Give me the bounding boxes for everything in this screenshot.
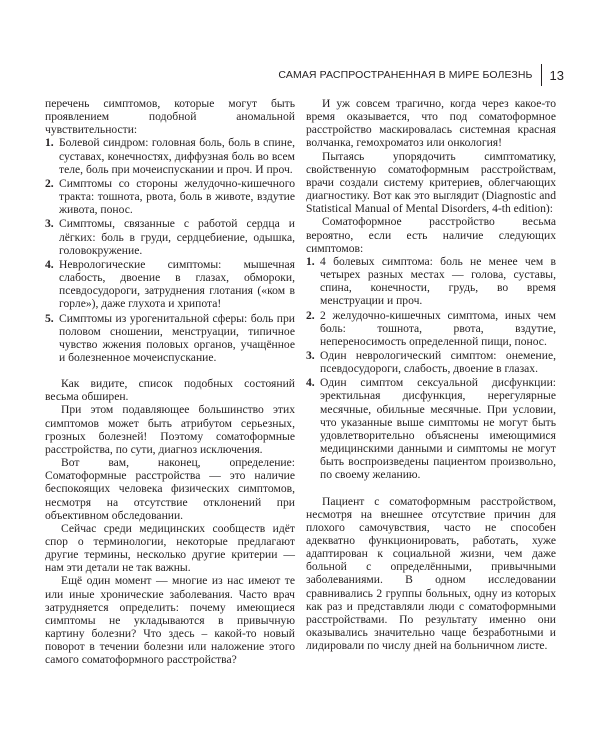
list-item-text: Один симптом сексуальной дисфункции: эректильная дисфункция, нерегулярные месячные, обильные месячные. При условии, что указанные выше симптомы не могут быть удовлетворительно объяснены имеющимися медицинскими данными и симптомы не могут быть воспроизведены пациентом произвольно, по своему желанию. — [320, 376, 556, 482]
right-column — [306, 97, 556, 652]
running-header-title: САМАЯ РАСПРОСТРАНЕННАЯ В МИРЕ БОЛЕЗНЬ — [278, 69, 533, 81]
criteria-list — [306, 255, 556, 482]
left-column — [45, 97, 295, 667]
list-item — [45, 312, 295, 365]
list-item — [45, 177, 295, 216]
list-item-number: 2. — [306, 308, 315, 322]
left-paragraph: При этом подавляющее большинство этих симптомов может быть атрибутом серьезных, грозных болезней! Поэтому соматоформные расстройства, по сути, диагноз исключения. — [45, 403, 295, 456]
list-item-number: 3. — [45, 217, 54, 231]
list-item — [45, 217, 295, 256]
list-item — [306, 349, 556, 375]
right-paragraph: Соматоформное расстройство весьма вероятно, если есть наличие следующих симптомов: — [306, 215, 556, 255]
list-item-text: Симптомы из урогенитальной сферы: боль при половом сношении, менструации, типичное чувство жжения половых органов, учащённое и болезненное мочеиспускание. — [59, 311, 295, 364]
list-item-text: Один неврологический симптом: онемение, псевдосудороги, слабость, двоение в глазах. — [320, 348, 556, 376]
list-item-number: 4. — [45, 257, 54, 271]
left-paragraph: Вот вам, наконец, определение: Соматоформные расстройства — это наличие беспокоящих человека физических симптомов, несмотря на отсутствие отклонений при объективном обследовании. — [45, 456, 295, 522]
left-intro-paragraph: перечень симптомов, которые могут быть проявлением подобной аномальной чувствительности: — [45, 97, 295, 137]
list-item — [306, 255, 556, 308]
list-item-text: 2 желудочно-кишечных симптома, иных чем боль: тошнота, рвота, вздутие, непереносимость определенной пищи, понос. — [320, 308, 556, 348]
symptom-list — [45, 136, 295, 364]
list-item-number: 1. — [45, 136, 54, 150]
left-paragraph: Ещё один момент — многие из нас имеют те или иные хронические заболевания. Часто врач затрудняется определить: почему имеющиеся симптомы не укладываются в привычную картину болезни? Что здесь – какой-то новый поворот в течении болезни или наложение этого самого соматоформного расстройства? — [45, 574, 295, 667]
paragraph-gap — [45, 365, 295, 377]
list-item-text: Симптомы, связанные с работой сердца и лёгких: боль в груди, сердцебиение, одышка, головокружение. — [59, 217, 295, 257]
paragraph-gap — [306, 483, 556, 495]
list-item — [306, 376, 556, 481]
list-item-text: Симптомы со стороны желудочно-кишечного тракта: тошнота, рвота, боль в животе, вздутие живота, понос. — [59, 176, 295, 217]
list-item-number: 2. — [45, 176, 54, 190]
right-paragraph: И уж совсем трагично, когда через какое-то время оказывается, что под соматоформное расстройство маскировалась системная красная волчанка, гемохроматоз или онкология! — [306, 97, 556, 150]
right-paragraph: Пытаясь упорядочить симптоматику, свойственную соматоформным расстройствам, врачи создали систему критериев, облегчающих диагностику. Вот как это выглядит (Diagnostic and Statistical Manual of Mental Disorders, 4-th edition): — [306, 149, 556, 216]
header-divider — [541, 64, 542, 86]
right-paragraph: Пациент с соматоформным расстройством, несмотря на внешнее отсутствие причин для плохого самочувствия, часто не способен адекватно функционировать, работать, хуже адаптирован к социальной жизни, чем даже больной с определёнными, привычными заболеваниями. В одном исследовании сравнивались 2 группы больных, одну из которых как раз и представляли люди с соматоформными расстройствами. По результату именно они оказывались значительно чаще безработными и лидировали по числу дней на больничном листе. — [306, 494, 556, 653]
list-item-text: Неврологические симптомы: мышечная слабость, двоение в глазах, обмороки, псевдосудороги, затруднения глотания («ком в горле»), даже глухота и хрипота! — [59, 257, 295, 311]
page-number: 13 — [549, 67, 564, 83]
list-item — [306, 309, 556, 348]
left-paragraph: Как видите, список подобных состояний весьма обширен. — [45, 377, 295, 404]
running-header — [278, 64, 564, 86]
list-item-number: 5. — [45, 311, 54, 325]
list-item-text: 4 болевых симптома: боль не менее чем в четырех разных местах — голова, суставы, спина, конечности, грудь, во время менструации и проч. — [320, 254, 556, 308]
list-item-number: 1. — [306, 254, 315, 268]
left-paragraph: Сейчас среди медицинских сообществ идёт спор о терминологии, некоторые предлагают другие термины, несколько другие критерии — нам эти детали не так важны. — [45, 521, 295, 575]
list-item-number: 4. — [306, 376, 315, 390]
list-item-number: 3. — [306, 348, 315, 362]
list-item — [45, 258, 295, 311]
list-item — [45, 136, 295, 175]
list-item-text: Болевой синдром: головная боль, боль в спине, суставах, конечностях, диффузная боль во всем теле, боль при мочеиспускании и проч. И проч. — [59, 136, 295, 176]
